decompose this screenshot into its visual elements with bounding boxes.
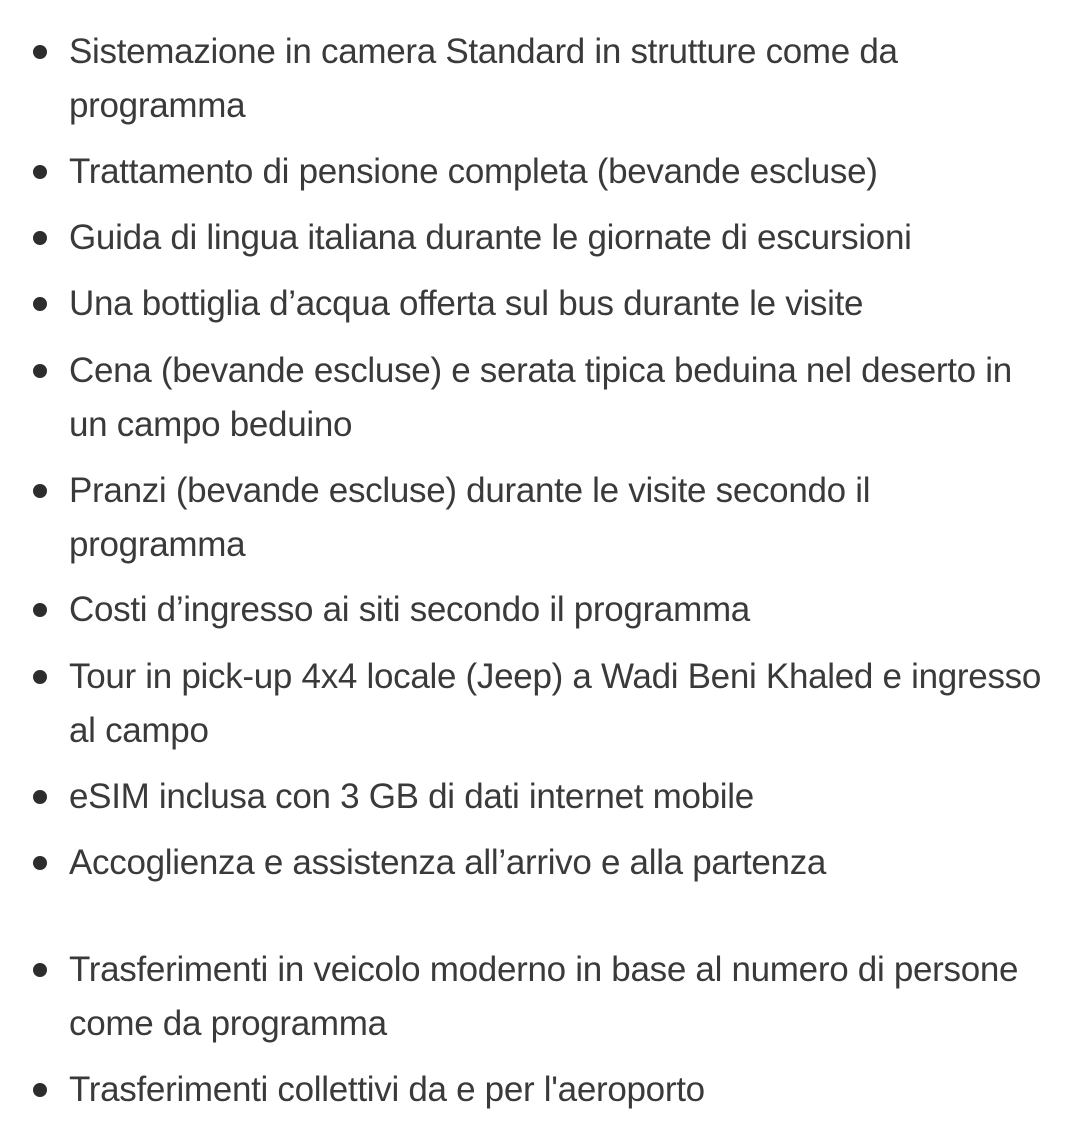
bullet-icon (33, 165, 47, 179)
list-item (69, 211, 1054, 265)
list-item (69, 145, 1054, 199)
bullet-icon (33, 364, 47, 378)
list-item-text: Trasferimenti in veicolo moderno in base al numero di persone come da programma (69, 950, 1019, 1043)
list-item-text: Sistemazione in camera Standard in strutture come da programma (69, 32, 898, 125)
bullet-icon (33, 1083, 47, 1097)
list-item (69, 464, 1054, 572)
bullet-icon (33, 484, 47, 498)
bullet-icon (33, 603, 47, 617)
list-item-text: Guida di lingua italiana durante le giornate di escursioni (69, 218, 912, 257)
bullet-icon (33, 231, 47, 245)
list-item (69, 344, 1054, 452)
bullet-icon (33, 45, 47, 59)
list-item-text: Tour in pick-up 4x4 locale (Jeep) a Wadi Beni Khaled e ingresso al campo (69, 657, 1042, 750)
bullet-icon (33, 670, 47, 684)
bullet-icon (33, 963, 47, 977)
list-item (69, 650, 1054, 758)
list-item-text: Costi d’ingresso ai siti secondo il programma (69, 590, 750, 629)
list-item-text: Accoglienza e assistenza all’arrivo e alla partenza (69, 843, 827, 882)
list-item-text: Una bottiglia d’acqua offerta sul bus durante le visite (69, 284, 864, 323)
list-item (69, 770, 1054, 824)
list-item (69, 583, 1054, 637)
bullet-icon (33, 790, 47, 804)
list-item (69, 277, 1054, 331)
list-item (69, 1063, 1054, 1117)
list-item (69, 943, 1054, 1051)
list-item-text: Cena (bevande escluse) e serata tipica beduina nel deserto in un campo beduino (69, 351, 1012, 444)
list-item-text: Pranzi (bevande escluse) durante le visite secondo il programma (69, 471, 871, 564)
list-item-text: Trattamento di pensione completa (bevande escluse) (69, 152, 878, 191)
list-item (69, 836, 1054, 890)
list-item-text: eSIM inclusa con 3 GB di dati internet mobile (69, 777, 754, 816)
list-item-text: Trasferimenti collettivi da e per l'aeroporto (69, 1070, 705, 1109)
bullet-icon (33, 856, 47, 870)
bullet-icon (33, 297, 47, 311)
list-item (69, 25, 1054, 133)
